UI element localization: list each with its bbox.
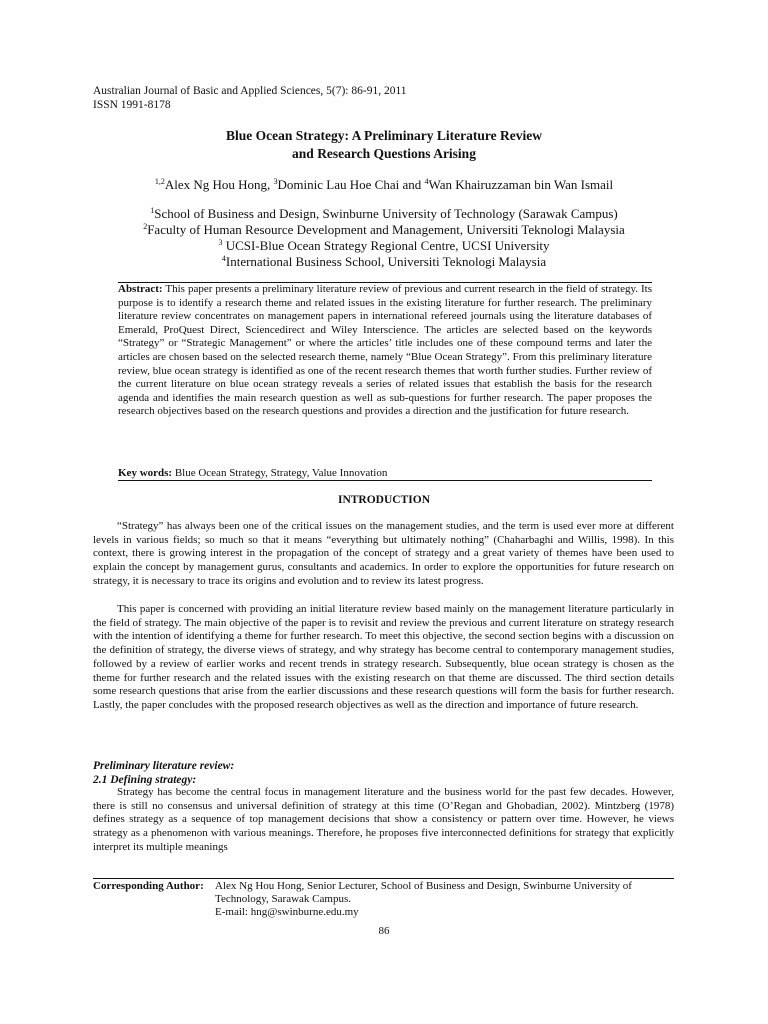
keywords-text: Blue Ocean Strategy, Strategy, Value Innovation	[172, 467, 388, 479]
title-line-2: and Research Questions Arising	[292, 146, 476, 161]
journal-issn: ISSN 1991-8178	[93, 99, 171, 111]
author-2-superscript: 3	[273, 177, 278, 186]
abstract-text: This paper presents a preliminary literature review of previous and current research in the field of strategy. Its purpose is to identify a research theme and related issues in the existing literature for further research. The preliminary literature review concentrates on management papers in international refereed journals using the literature databases of Emerald, ProQuest Direct, Sciencedirect and Wiley Interscience. The articles are selected based on the keywords “Strategy” or “Strategic Management” or where the articles’ title includes one of these compound terms and later the articles are chosen based on the selected research theme, namely “Blue Ocean Strategy”. From this preliminary literature review, blue ocean strategy is identified as one of the recent research themes that worth further studies. Further review of the current literature on blue ocean strategy reveals a series of related issues that establish the basis for the research agenda and identifies the main research question as well as sub-questions for further research. The paper proposes the research objectives based on the research questions and provides a direction and the justification for future research.	[118, 283, 652, 418]
abstract-label: Abstract:	[118, 283, 163, 295]
footnote-label: Corresponding Author:	[93, 880, 204, 892]
footnote-line-1: Alex Ng Hou Hong, Senior Lecturer, School of Business and Design, Swinburne University of	[215, 880, 632, 892]
affiliation-4-text: International Business School, Universiti Teknologi Malaysia	[225, 254, 547, 269]
section-heading	[93, 759, 234, 787]
section-heading-main: Preliminary literature review:	[93, 760, 235, 772]
footnote-first-line	[93, 880, 674, 893]
section-paragraph-1-text: Strategy has become the central focus in management literature and the business world for the past few decades. However, there is still no consensus and universal definition of strategy at this time (O’Regan and Ghobadian, 2002). Mintzberg (1978) defines strategy as a sequence of top management decisions that show a consistency or pattern over time. However, he views strategy as a phenomenon with various meanings. Therefore, he proposes five interconnected definitions for strategy that explicitly interpret its multiple meanings	[93, 786, 674, 853]
corresponding-author-footnote	[93, 880, 674, 919]
paper-title	[0, 127, 768, 163]
affiliation-1	[0, 206, 768, 222]
author-list	[0, 177, 768, 193]
section-heading-sub: 2.1 Defining strategy:	[93, 774, 197, 786]
keywords-label: Key words:	[118, 467, 173, 479]
affiliation-3-text: UCSI-Blue Ocean Strategy Regional Centre, UCSI University	[222, 238, 550, 253]
introduction-heading: INTRODUCTION	[337, 494, 430, 506]
section-paragraph-1	[93, 786, 674, 855]
intro-paragraph-1-text: “Strategy” has always been one of the critical issues on the management studies, and the term is used ever more at different levels in various fields; so much so that it means “everything but ultimately nothing” (Chaharbaghi and Willis, 1998). In this context, there is growing interest in the propagation of the concept of strategy and a great variety of themes have been used to explain the concept by management gurus, consultants and academics. In order to explore the opportunities for future research on strategy, it is necessary to trace its origins and evolution and to review its latest progress.	[93, 520, 674, 587]
footnote-rule	[93, 878, 674, 879]
author-1-superscript: 1,2	[154, 177, 165, 186]
author-3: Wan Khairuzzaman bin Wan Ismail	[428, 177, 614, 192]
affiliation-1-text: School of Business and Design, Swinburne University of Technology (Sarawak Campus)	[154, 206, 618, 221]
affiliation-list	[0, 206, 768, 270]
affiliation-3-superscript: 3	[218, 238, 223, 247]
affiliation-3	[0, 238, 768, 254]
abstract-bottom-rule	[118, 480, 652, 481]
affiliation-2	[0, 222, 768, 238]
affiliation-4-superscript: 4	[221, 254, 226, 263]
journal-header	[93, 84, 407, 112]
journal-citation: Australian Journal of Basic and Applied Sciences, 5(7): 86-91, 2011	[93, 85, 407, 97]
author-3-superscript: 4	[424, 177, 429, 186]
affiliation-4	[0, 254, 768, 270]
author-2: Dominic Lau Hoe Chai and	[277, 177, 425, 192]
footnote-line-2: Technology, Sarawak Campus.	[215, 893, 351, 905]
page-number: 86	[378, 925, 390, 937]
affiliation-2-superscript: 2	[143, 222, 148, 231]
affiliation-1-superscript: 1	[150, 206, 155, 215]
intro-paragraph-2-text: This paper is concerned with providing an initial literature review based mainly on the management literature particularly in the field of strategy. The main objective of the paper is to revisit and review the previous and current literature on strategy research with the intention of identifying a theme for further research. To meet this objective, the second section begins with a discussion on the definition of strategy, the diverse views of strategy, and why strategy has become central to contemporary management studies, followed by a review of earlier works and recent trends in strategy research. Subsequently, blue ocean strategy is chosen as the theme for further research and the related issues with the existing research on that theme are discussed. The third section details some research questions that arise from the earlier discussions and these research questions will form the basis for further research. Lastly, the paper concludes with the proposed research objectives as well as the direction and importance of future research.	[93, 603, 674, 711]
author-1: Alex Ng Hou Hong,	[164, 177, 274, 192]
keywords-block	[118, 466, 652, 480]
abstract-block	[118, 283, 652, 419]
footnote-email: E-mail: hng@swinburne.edu.my	[215, 906, 359, 918]
intro-paragraph-1	[93, 520, 674, 589]
affiliation-2-text: Faculty of Human Resource Development and Management, Universiti Teknologi Malaysia	[147, 222, 625, 237]
intro-paragraph-2	[93, 603, 674, 713]
title-line-1: Blue Ocean Strategy: A Preliminary Literature Review	[226, 128, 542, 143]
